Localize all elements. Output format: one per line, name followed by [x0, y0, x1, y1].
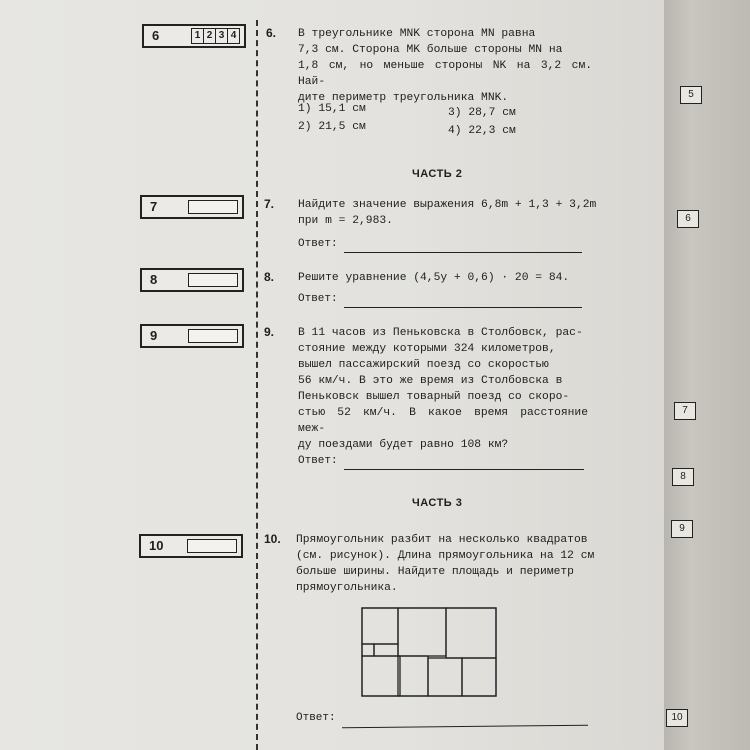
answer-label-8: Ответ:	[298, 293, 338, 305]
side-tab-6: 6	[677, 210, 699, 228]
part-2-heading: ЧАСТЬ 2	[412, 168, 463, 180]
square	[374, 644, 398, 656]
text-line: Пеньковск вышел товарный поезд со скоро-	[298, 391, 570, 403]
cut-line	[256, 20, 258, 750]
square	[362, 656, 400, 696]
answer-line-9[interactable]	[344, 469, 584, 470]
text-line: В 11 часов из Пеньковска в Столбовск, рас-	[298, 327, 583, 339]
question-9-text	[298, 325, 588, 453]
answer-box-6[interactable]	[142, 24, 246, 48]
choice-cell[interactable]: 2	[203, 28, 216, 44]
answer-box-number: 8	[150, 272, 158, 287]
text-line: Решите уравнение (4,5y + 0,6) · 20 = 84.	[298, 272, 570, 284]
text-line: при m = 2,983.	[298, 215, 393, 227]
answer-line-7[interactable]	[344, 252, 582, 253]
option-3[interactable]: 3) 28,7 см	[448, 107, 516, 119]
question-8-text	[298, 270, 598, 286]
text-line: вышел пассажирский поезд со скоростью	[298, 359, 549, 371]
text-line: 1,8 см, но меньше стороны NK на 3,2 см. Най-	[298, 60, 592, 88]
side-tab-5: 5	[680, 86, 702, 104]
answer-box-number: 7	[150, 199, 158, 214]
answer-label-7: Ответ:	[298, 238, 338, 250]
choice-cell[interactable]: 1	[191, 28, 204, 44]
choice-cell[interactable]: 3	[215, 28, 228, 44]
option-4[interactable]: 4) 22,3 см	[448, 125, 516, 137]
answer-field[interactable]	[188, 200, 238, 214]
square	[398, 656, 428, 696]
answer-line-8[interactable]	[344, 307, 582, 308]
square	[446, 608, 496, 658]
text-line: стояние между которыми 324 километров,	[298, 343, 556, 355]
answer-box-number: 9	[150, 328, 158, 343]
side-tab-9: 9	[671, 520, 693, 538]
square	[462, 658, 496, 696]
question-10-text	[296, 532, 596, 596]
square	[398, 608, 446, 656]
choice-cells	[192, 28, 240, 44]
answer-label-10: Ответ:	[296, 712, 336, 724]
answer-box-7[interactable]	[140, 195, 244, 219]
square	[362, 608, 398, 644]
answer-field[interactable]	[187, 539, 237, 553]
text-line: Прямоугольник разбит на несколько квадратов	[296, 534, 588, 546]
text-line: стью 52 км/ч. В какое время расстояние меж-	[298, 407, 588, 435]
answer-box-number: 6	[152, 28, 160, 43]
text-line: Найдите значение выражения 6,8m + 1,3 + 3,2m	[298, 199, 597, 211]
side-tab-10: 10	[666, 709, 688, 727]
question-number-9: 9.	[264, 325, 275, 339]
right-page-edge	[664, 0, 750, 750]
square	[428, 658, 462, 696]
choice-cell[interactable]: 4	[227, 28, 240, 44]
text-line: больше ширины. Найдите площадь и периметр	[296, 566, 574, 578]
question-7-text	[298, 197, 598, 229]
squares-figure	[360, 606, 500, 700]
option-2[interactable]: 2) 21,5 см	[298, 121, 366, 133]
question-number-6: 6.	[266, 26, 277, 40]
question-number-7: 7.	[264, 197, 275, 211]
text-line: 7,3 см. Сторона MK больше стороны MN на	[298, 44, 563, 56]
text-line: дите периметр треугольника MNK.	[298, 92, 509, 104]
answer-box-8[interactable]	[140, 268, 244, 292]
answer-label-9: Ответ:	[298, 455, 338, 467]
side-tab-7: 7	[674, 402, 696, 420]
text-line: 56 км/ч. В это же время из Столбовска в	[298, 375, 563, 387]
question-6-text	[298, 26, 592, 106]
text-line: ду поездами будет равно 108 км?	[298, 439, 509, 451]
side-tab-8: 8	[672, 468, 694, 486]
text-line: прямоугольника.	[296, 582, 398, 594]
option-1[interactable]: 1) 15,1 см	[298, 103, 366, 115]
outer-rectangle	[362, 608, 496, 696]
answer-box-10[interactable]	[139, 534, 243, 558]
question-number-8: 8.	[264, 270, 275, 284]
question-number-10: 10.	[264, 532, 281, 546]
answer-box-number: 10	[149, 538, 164, 553]
square	[362, 644, 374, 656]
answer-field[interactable]	[188, 329, 238, 343]
text-line: В треугольнике MNK сторона MN равна	[298, 28, 536, 40]
answer-box-9[interactable]	[140, 324, 244, 348]
part-3-heading: ЧАСТЬ 3	[412, 497, 463, 509]
text-line: (см. рисунок). Длина прямоугольника на 12 см	[296, 550, 595, 562]
answer-field[interactable]	[188, 273, 238, 287]
